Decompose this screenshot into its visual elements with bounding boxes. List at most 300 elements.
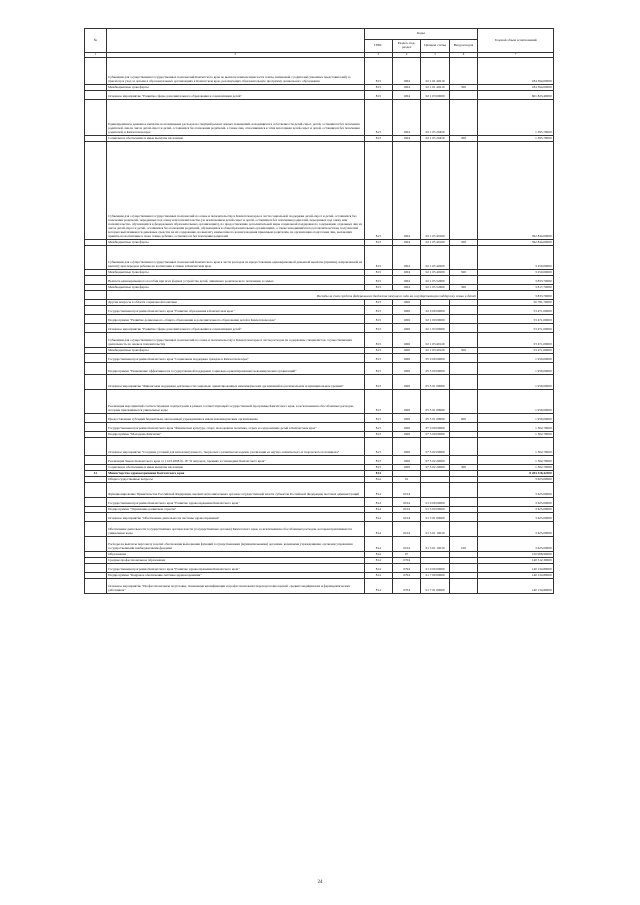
row-name-cell: Основное мероприятие "Профессиональная подготовка, повышение квалификации и профессиональная переподготовка врачей, средних медицинских и фармацевтических работников" bbox=[106, 579, 364, 594]
budget-table bbox=[84, 28, 554, 594]
row-num-cell bbox=[85, 142, 107, 240]
target-article-cell: 01 0 00 00000 bbox=[421, 498, 449, 507]
grbs-cell: 813 bbox=[364, 390, 392, 414]
razdel-cell: 1006 bbox=[392, 306, 420, 315]
target-article-cell: 02 1 03 40120 bbox=[421, 348, 449, 354]
amount-cell: 56 781,70000 bbox=[478, 300, 554, 306]
razdel-cell: 1006 bbox=[392, 315, 420, 324]
razdel-cell: 1004 bbox=[392, 136, 420, 142]
target-article-cell: 02 1 05 40160 bbox=[421, 240, 449, 246]
row-name-cell: Подпрограмма "Молодежь Камчатки" bbox=[106, 432, 364, 438]
row-num-cell bbox=[85, 354, 107, 363]
grbs-cell: 814 bbox=[364, 579, 392, 594]
grbs-cell: 813 bbox=[364, 58, 392, 85]
razdel-cell: 0104 bbox=[392, 507, 420, 513]
expense-type-cell bbox=[449, 483, 477, 498]
razdel-cell: 1004 bbox=[392, 285, 420, 291]
target-article-cell: 02 1 05 40160 bbox=[421, 142, 449, 240]
row-num-cell bbox=[85, 246, 107, 270]
amount-cell: 1 950,00000 bbox=[478, 414, 554, 423]
table-row bbox=[85, 564, 554, 573]
amount-cell: 140 134,80000 bbox=[478, 564, 554, 573]
target-article-cell: 02 1 03 00000 bbox=[421, 91, 449, 100]
table-row bbox=[85, 579, 554, 594]
target-article-cell: 05 5 01 09990 bbox=[421, 414, 449, 423]
amount-cell: 3 817,70000 bbox=[478, 285, 554, 291]
table-row bbox=[85, 456, 554, 465]
row-name-cell: Подпрограмма "Кадровое обеспечение системы здравоохранения" bbox=[106, 573, 364, 579]
row-name-cell: Функционирование Правительства Российской Федерации, высших исполнительных органов государственной власти субъектов Российской Федерации, местных администраций bbox=[106, 483, 364, 498]
target-article-cell: 01 3 01 10010 bbox=[421, 522, 449, 537]
grbs-cell: 813 bbox=[364, 315, 392, 324]
target-article-cell: 07 0 00 00000 bbox=[421, 423, 449, 432]
expense-type-cell bbox=[449, 498, 477, 507]
expense-type-cell bbox=[449, 438, 477, 456]
table-body bbox=[85, 58, 554, 594]
row-name-cell: Государственная программа Камчатского края "Социальная поддержка граждан в Камчатском крае" bbox=[106, 354, 364, 363]
razdel-cell: 1004 bbox=[392, 91, 420, 100]
amount-cell: 1 362,70000 bbox=[478, 423, 554, 432]
razdel-cell: 1004 bbox=[392, 276, 420, 285]
razdel-cell: 1006 bbox=[392, 324, 420, 333]
grbs-cell: 813 bbox=[364, 348, 392, 354]
amount-cell: 184 394,00000 bbox=[478, 58, 554, 85]
row-num-cell bbox=[85, 483, 107, 498]
amount-cell: 1 950,00000 bbox=[478, 390, 554, 414]
table-row bbox=[85, 276, 554, 285]
amount-cell: 150 968,90000 bbox=[478, 552, 554, 558]
grbs-cell: 813 bbox=[364, 240, 392, 246]
grbs-cell: 813 bbox=[364, 324, 392, 333]
row-name-cell: Основное мероприятие "Создание условий для интеллектуального, творческого развития молодежи, реализации ее научно-технического и творческого потенциала" bbox=[106, 438, 364, 456]
row-name-cell: Образование bbox=[106, 552, 364, 558]
table-row bbox=[85, 414, 554, 423]
amount-cell: 140 134,80000 bbox=[478, 573, 554, 579]
table-row bbox=[85, 513, 554, 522]
razdel-cell: 0704 bbox=[392, 573, 420, 579]
grbs-cell: 813 bbox=[364, 465, 392, 471]
table-row bbox=[85, 498, 554, 507]
amount-cell: 1 950,00000 bbox=[478, 363, 554, 375]
budget-sheet bbox=[84, 28, 554, 594]
row-name-cell: Социальное обеспечение и иные выплаты населению bbox=[106, 136, 364, 142]
target-article-cell: 07 5 02 20060 bbox=[421, 465, 449, 471]
amount-cell: 1 362,70000 bbox=[478, 465, 554, 471]
grbs-cell: 813 bbox=[364, 456, 392, 465]
header-num: № bbox=[85, 29, 107, 53]
razdel-cell: 1006 bbox=[392, 432, 420, 438]
grbs-cell: 814 bbox=[364, 498, 392, 507]
grbs-cell: 813 bbox=[364, 375, 392, 390]
expense-type-cell bbox=[449, 100, 477, 136]
row-name-cell: Межбюджетные трансферты bbox=[106, 240, 364, 246]
razdel-cell: 1006 bbox=[392, 456, 420, 465]
row-name-cell: Общегосударственные вопросы bbox=[106, 477, 364, 483]
table-row bbox=[85, 91, 554, 100]
table-header-row bbox=[85, 29, 554, 40]
razdel-cell: 1004 bbox=[392, 58, 420, 85]
grbs-cell: 813 bbox=[364, 423, 392, 432]
amount-cell: 592 844,00000 bbox=[478, 142, 554, 240]
razdel-cell: 1004 bbox=[392, 100, 420, 136]
grbs-cell: 813 bbox=[364, 85, 392, 91]
expense-type-cell: 500 bbox=[449, 85, 477, 91]
row-name-cell: Межбюджетные трансферты bbox=[106, 270, 364, 276]
grbs-cell: 813 bbox=[364, 300, 392, 306]
expense-type-cell bbox=[449, 306, 477, 315]
row-name-cell: Межбюджетные трансферты bbox=[106, 85, 364, 91]
expense-type-cell bbox=[449, 363, 477, 375]
expense-type-cell: 300 bbox=[449, 136, 477, 142]
grbs-cell: 814 bbox=[364, 483, 392, 498]
expense-type-cell: 500 bbox=[449, 240, 477, 246]
razdel-cell: 1004 bbox=[392, 85, 420, 91]
amount-cell: 3 833,70000 bbox=[478, 276, 554, 285]
table-row bbox=[85, 390, 554, 414]
row-num-cell bbox=[85, 456, 107, 465]
grbs-cell: 813 bbox=[364, 246, 392, 270]
expense-type-cell bbox=[449, 246, 477, 270]
target-article-cell: 02 1 01 40210 bbox=[421, 58, 449, 85]
amount-cell: 3 625,00000 bbox=[478, 513, 554, 522]
amount-cell: 3 625,00000 bbox=[478, 507, 554, 513]
row-name-cell: Основное мероприятие "Обеспечение деятельности системы здравоохранения" bbox=[106, 513, 364, 522]
header-cel: Целевая статья bbox=[421, 40, 449, 53]
razdel-cell: 1006 bbox=[392, 354, 420, 363]
row-num-cell bbox=[85, 363, 107, 375]
amount-cell: 592 844,00000 bbox=[478, 240, 554, 246]
row-num-cell bbox=[85, 306, 107, 315]
row-num-cell bbox=[85, 315, 107, 324]
table-row bbox=[85, 363, 554, 375]
page-number: 24 bbox=[317, 880, 323, 885]
amount-cell: 53 471,00000 bbox=[478, 333, 554, 348]
razdel-cell: 0704 bbox=[392, 564, 420, 573]
target-article-cell: 01 0 00 00000 bbox=[421, 564, 449, 573]
target-article-cell: 02 1 03 00000 bbox=[421, 324, 449, 333]
expense-type-cell bbox=[449, 324, 477, 333]
row-name-cell: Основное мероприятие "Финансовая поддержка деятельности социально ориентированных некоммерческих организаций на региональном и муниципальном уровнях" bbox=[106, 375, 364, 390]
amount-cell: 601 823,40000 bbox=[478, 91, 554, 100]
expense-type-cell bbox=[449, 354, 477, 363]
expense-type-cell bbox=[449, 91, 477, 100]
grbs-cell: 813 bbox=[364, 285, 392, 291]
razdel-cell: 1004 bbox=[392, 142, 420, 240]
row-num-cell bbox=[85, 375, 107, 390]
amount-cell: 3 625,00000 bbox=[478, 477, 554, 483]
amount-cell: 1 362,70000 bbox=[478, 438, 554, 456]
grbs-cell: 813 bbox=[364, 333, 392, 348]
razdel-cell: 0104 bbox=[392, 522, 420, 537]
row-num-cell bbox=[85, 564, 107, 573]
expense-type-cell bbox=[449, 276, 477, 285]
row-num-cell bbox=[85, 414, 107, 423]
column-index: 2 bbox=[106, 53, 364, 58]
grbs-cell: 814 bbox=[364, 522, 392, 537]
target-article-cell: 02 1 05 52600 bbox=[421, 285, 449, 291]
grbs-cell: 814 bbox=[364, 477, 392, 483]
row-name-cell: Субвенции для осуществления государственных полномочий Камчатского края в части расходов на предоставление единовременной денежной выплаты (премии), направленной на выплату при передаче ребенка на воспитание в семью в Камчатском крае bbox=[106, 246, 364, 270]
target-article-cell: 07 5 02 00000 bbox=[421, 438, 449, 456]
row-num-cell bbox=[85, 100, 107, 136]
grbs-cell: 814 bbox=[364, 537, 392, 552]
razdel-cell: 0104 bbox=[392, 513, 420, 522]
expense-type-cell bbox=[449, 513, 477, 522]
razdel-cell: 1006 bbox=[392, 300, 420, 306]
row-num-cell bbox=[85, 498, 107, 507]
amount-cell: 1 362,70000 bbox=[478, 432, 554, 438]
expense-type-cell bbox=[449, 142, 477, 240]
target-article-cell: 01 3 01 00000 bbox=[421, 513, 449, 522]
target-article-cell: 02 1 05 52600 bbox=[421, 276, 449, 285]
expense-type-cell bbox=[449, 522, 477, 537]
razdel-cell: 1006 bbox=[392, 423, 420, 432]
row-name-cell: Реализация мероприятий соответствующих подпрограмм в рамках соответствующей государственной программы Камчатского края, за исключением обособленных расходов, которым присваиваются уникальные коды bbox=[106, 390, 364, 414]
grbs-cell: 813 bbox=[364, 354, 392, 363]
razdel-cell: 1006 bbox=[392, 363, 420, 375]
row-name-cell: Расходы на выплаты персоналу в целях обеспечения выполнения функций государственными (муниципальными) органами, казенными учреждениями, органами управления государственными внебюджетными фондами bbox=[106, 537, 364, 552]
row-name-cell: Основное мероприятие "Развитие сферы дополнительного образования и социализации детей" bbox=[106, 91, 364, 100]
table-row bbox=[85, 423, 554, 432]
grbs-cell: 813 bbox=[364, 432, 392, 438]
row-num-cell bbox=[85, 438, 107, 456]
razdel-cell: 0104 bbox=[392, 483, 420, 498]
row-name-cell: Подпрограмма "Управление развитием отрасли" bbox=[106, 507, 364, 513]
grbs-cell: 813 bbox=[364, 136, 392, 142]
row-num-cell bbox=[85, 291, 107, 300]
target-article-cell: 05 5 01 09990 bbox=[421, 390, 449, 414]
expense-type-cell: 100 bbox=[449, 537, 477, 552]
razdel-cell: 1006 bbox=[392, 414, 420, 423]
amount-cell: 140 134,80000 bbox=[478, 579, 554, 594]
row-name-cell: Единовременное денежное выплаты на возмещение расходов на текущий ремонт жилых помещений, находящихся в собственности детей-сирот, детей, оставшихся без попечения родителей, лиц из числа детей-сирот и детей, оставшихся без попечения родителей, а также лиц, относившихся к этим категориям детей-сирот и детей, оставшихся без попечения родителей, в Камчатском крае bbox=[106, 100, 364, 136]
row-name-cell: Субвенции для осуществления государственных полномочий по опеке и попечительству в Камчатском крае в части социальной поддержки детей-сирот и детей, оставшихся без попечения родителей, переданных под опеку или попечительство (за исключением детей-сирот и детей, оставшихся без попечения родителей, переданных под опеку или попечительство, обучающихся в федеральных образовательных организациях), по предоставлению дополнительной меры социальной поддержки по содержанию отдельных лиц из числа детей-сирот и детей, оставшихся без попечения родителей, обучающихся в общеобразовательных организациях, а также находившихся под попечительством, получателям которых выплачиваются денежные средства на их содержание, на выплату ежемесячного вознаграждения приемным родителям, на организацию подготовки лиц, желающих принять на воспитание в свою семью ребенка, оставшегося без попечения родителей bbox=[106, 142, 364, 240]
razdel-cell: 1006 bbox=[392, 390, 420, 414]
column-index: 3 bbox=[364, 53, 392, 58]
header-codes: Коды bbox=[364, 29, 478, 40]
razdel-cell: 1006 bbox=[392, 333, 420, 348]
grbs-cell: 813 bbox=[364, 270, 392, 276]
header-name bbox=[106, 29, 364, 53]
razdel-cell: 1004 bbox=[392, 270, 420, 276]
column-index: 6 bbox=[449, 53, 477, 58]
razdel-cell: 1006 bbox=[392, 465, 420, 471]
grbs-cell: 813 bbox=[364, 100, 392, 136]
amount-cell: 1 950,00000 bbox=[478, 354, 554, 363]
header-sum: Годовой объем ассигнований bbox=[478, 29, 554, 53]
row-num-cell bbox=[85, 333, 107, 348]
header-grbs: ГРБС bbox=[364, 40, 392, 53]
column-index: 7 bbox=[478, 53, 554, 58]
amount-cell: 1 395,70000 bbox=[478, 100, 554, 136]
table-row bbox=[85, 438, 554, 456]
target-article-cell: 05 5 01 00000 bbox=[421, 375, 449, 390]
table-row bbox=[85, 333, 554, 348]
row-num-cell bbox=[85, 324, 107, 333]
row-name-cell: Межбюджетные трансферты bbox=[106, 348, 364, 354]
table-row bbox=[85, 483, 554, 498]
expense-type-cell: 300 bbox=[449, 285, 477, 291]
razdel-cell: 0704 bbox=[392, 579, 420, 594]
grbs-cell: 814 bbox=[364, 558, 392, 564]
target-article-cell: 01 7 00 00000 bbox=[421, 573, 449, 579]
row-name-cell: Подпрограмма "Развитие дошкольного, общего образования и дополнительного образования детей в Камчатском крае" bbox=[106, 315, 364, 324]
row-name-cell: Выплата единовременного пособия при всех формах устройства детей, лишенных родительского попечения, в семью bbox=[106, 276, 364, 285]
razdel-cell: 1006 bbox=[392, 438, 420, 456]
header-razdel: Раздел, под-раздел bbox=[392, 40, 420, 53]
razdel-cell: 0704 bbox=[392, 558, 420, 564]
row-name-cell: Субвенции для осуществления государственных полномочий Камчатского края по выплате компенсации части платы, взимаемой с родителей (законных представителей) за присмотр и уход за детьми в образовательных организациях в Камчатском крае, реализующих образовательную программу дошкольного образования bbox=[106, 58, 364, 85]
column-index: 4 bbox=[392, 53, 420, 58]
target-article-cell: 01 7 01 00000 bbox=[421, 579, 449, 594]
amount-cell: 3 625,00000 bbox=[478, 498, 554, 507]
razdel-cell: 01 bbox=[392, 477, 420, 483]
target-article-cell: 07 5 02 20060 bbox=[421, 456, 449, 465]
column-index: 1 bbox=[85, 53, 107, 58]
amount-cell: 3 625,00000 bbox=[478, 537, 554, 552]
razdel-cell: 0104 bbox=[392, 498, 420, 507]
row-num-cell bbox=[85, 276, 107, 285]
expense-type-cell bbox=[449, 564, 477, 573]
target-article-cell: 05 5 00 00000 bbox=[421, 363, 449, 375]
razdel-cell: 1006 bbox=[392, 348, 420, 354]
header-vid: Вид расходов bbox=[449, 40, 477, 53]
target-article-cell: 02 1 01 40210 bbox=[421, 85, 449, 91]
expense-type-cell: 300 bbox=[449, 465, 477, 471]
row-num-cell bbox=[85, 423, 107, 432]
grbs-cell: 814 bbox=[364, 507, 392, 513]
row-name-cell: Субвенции для осуществления государственных полномочий по опеке и попечительству в Камчатском крае в части расходов на содержание специалистов, осуществляющих деятельность по опеке и попечительству bbox=[106, 333, 364, 348]
table-row bbox=[85, 315, 554, 324]
amount-cell: 3 250,00000 bbox=[478, 270, 554, 276]
row-name-cell: Реализация Закона Камчатского края от 11.03.2008 № 18 "О наградах, премиях и стипендиях Камчатского края" bbox=[106, 456, 364, 465]
table-row bbox=[85, 100, 554, 136]
grbs-cell: 814 bbox=[364, 513, 392, 522]
amount-cell: 3 625,00000 bbox=[478, 483, 554, 498]
table-row bbox=[85, 246, 554, 270]
grbs-cell: 813 bbox=[364, 91, 392, 100]
target-article-cell: 07 5 00 00000 bbox=[421, 432, 449, 438]
expense-type-cell bbox=[449, 375, 477, 390]
amount-cell: 53 471,00000 bbox=[478, 306, 554, 315]
amount-cell: 1 395,70000 bbox=[478, 136, 554, 142]
grbs-cell: 814 bbox=[364, 573, 392, 579]
grbs-cell: 814 bbox=[364, 552, 392, 558]
note-text: Расходы за счет средств федерального бюджета текущего года на государственную поддержку семьи и детей bbox=[106, 291, 477, 300]
grbs-cell: 814 bbox=[364, 564, 392, 573]
razdel-cell: 1004 bbox=[392, 240, 420, 246]
row-num-cell bbox=[85, 58, 107, 85]
amount-cell: 1 950,00000 bbox=[478, 375, 554, 390]
table-row bbox=[85, 142, 554, 240]
expense-type-cell bbox=[449, 58, 477, 85]
row-name-cell: Предоставление субсидий бюджетным, автономным учреждениям и иным некоммерческим организациям bbox=[106, 414, 364, 423]
expense-type-cell bbox=[449, 456, 477, 465]
target-article-cell: 02 1 05 40200 bbox=[421, 270, 449, 276]
razdel-cell: 07 bbox=[392, 552, 420, 558]
amount-cell: 53 471,00000 bbox=[478, 315, 554, 324]
row-name-cell: Межбюджетные трансферты bbox=[106, 285, 364, 291]
row-name-cell: Социальное обеспечение и иные выплаты населению bbox=[106, 465, 364, 471]
row-name-cell: Государственная программа Камчатского края "Развитие здравоохранения Камчатского края" bbox=[106, 498, 364, 507]
row-name-cell: Обеспечение деятельности государственных органов власти (государственных органов) Камчатского края, за исключением обособленных расходов, которым присваиваются уникальные коды bbox=[106, 522, 364, 537]
target-article-cell: 01 3 00 00000 bbox=[421, 507, 449, 513]
expense-type-cell bbox=[449, 333, 477, 348]
column-index: 5 bbox=[421, 53, 449, 58]
amount-cell: 53 471,00000 bbox=[478, 324, 554, 333]
target-article-cell: 02 1 05 20450 bbox=[421, 136, 449, 142]
razdel-cell: 1006 bbox=[392, 375, 420, 390]
grbs-cell: 813 bbox=[364, 363, 392, 375]
grbs-cell: 813 bbox=[364, 306, 392, 315]
target-article-cell: 02 0 00 00000 bbox=[421, 306, 449, 315]
expense-type-cell bbox=[449, 390, 477, 414]
expense-type-cell: 600 bbox=[449, 414, 477, 423]
row-name-cell: Министерство здравоохранения Камчатского края bbox=[106, 471, 364, 477]
expense-type-cell bbox=[449, 315, 477, 324]
table-row bbox=[85, 58, 554, 85]
razdel-cell: 1004 bbox=[392, 246, 420, 270]
amount-cell: 184 394,00000 bbox=[478, 85, 554, 91]
expense-type-cell: 500 bbox=[449, 348, 477, 354]
table-row bbox=[85, 522, 554, 537]
table-row bbox=[85, 375, 554, 390]
amount-cell: 53 471,00000 bbox=[478, 348, 554, 354]
target-article-cell: 02 1 03 40120 bbox=[421, 333, 449, 348]
row-name-cell: Подпрограмма "Повышение эффективности государственной поддержки социально-ориентированных некоммерческих организаций" bbox=[106, 363, 364, 375]
target-article-cell: 02 1 00 00000 bbox=[421, 315, 449, 324]
table-row bbox=[85, 324, 554, 333]
row-num-cell: 12 bbox=[85, 471, 107, 477]
table-row bbox=[85, 291, 554, 300]
target-article-cell: 01 3 01 10010 bbox=[421, 537, 449, 552]
row-name-cell: Другие вопросы в области социальной политики bbox=[106, 300, 364, 306]
amount-cell: 140 512,30000 bbox=[478, 558, 554, 564]
note-sum: 3 833,70000 bbox=[478, 291, 554, 300]
expense-type-cell bbox=[449, 579, 477, 594]
row-name-cell: Основное мероприятие "Развитие сферы дополнительного образования и социализации детей" bbox=[106, 324, 364, 333]
table-row bbox=[85, 537, 554, 552]
amount-cell: 8 203 318,42300 bbox=[478, 471, 554, 477]
target-article-cell: 02 1 05 40200 bbox=[421, 246, 449, 270]
row-num-cell bbox=[85, 522, 107, 537]
row-num-cell bbox=[85, 513, 107, 522]
table-row bbox=[85, 306, 554, 315]
row-name-cell: Государственная программа Камчатского края "Физическая культура, спорт, молодежная политика, отдых и оздоровление детей в Камчатском крае" bbox=[106, 423, 364, 432]
row-num-cell bbox=[85, 537, 107, 552]
row-num-cell bbox=[85, 91, 107, 100]
razdel-cell: 0104 bbox=[392, 537, 420, 552]
row-name-cell: Государственная программа Камчатского края "Развитие здравоохранения Камчатского края" bbox=[106, 564, 364, 573]
row-num-cell bbox=[85, 579, 107, 594]
row-num-cell bbox=[85, 390, 107, 414]
amount-cell: 3 625,00000 bbox=[478, 522, 554, 537]
grbs-cell: 813 bbox=[364, 414, 392, 423]
grbs-cell: 813 bbox=[364, 276, 392, 285]
expense-type-cell: 500 bbox=[449, 270, 477, 276]
grbs-cell: 813 bbox=[364, 438, 392, 456]
expense-type-cell bbox=[449, 423, 477, 432]
amount-cell: 1 362,70000 bbox=[478, 456, 554, 465]
row-name-cell: Государственная программа Камчатского края "Развитие образования в Камчатском крае" bbox=[106, 306, 364, 315]
amount-cell: 3 250,00000 bbox=[478, 246, 554, 270]
target-article-cell: 05 0 00 00000 bbox=[421, 354, 449, 363]
row-name-cell: Среднее профессиональное образование bbox=[106, 558, 364, 564]
table-row bbox=[85, 354, 554, 363]
grbs-cell: 814 bbox=[364, 471, 392, 477]
target-article-cell: 02 1 05 20450 bbox=[421, 100, 449, 136]
grbs-cell: 813 bbox=[364, 142, 392, 240]
